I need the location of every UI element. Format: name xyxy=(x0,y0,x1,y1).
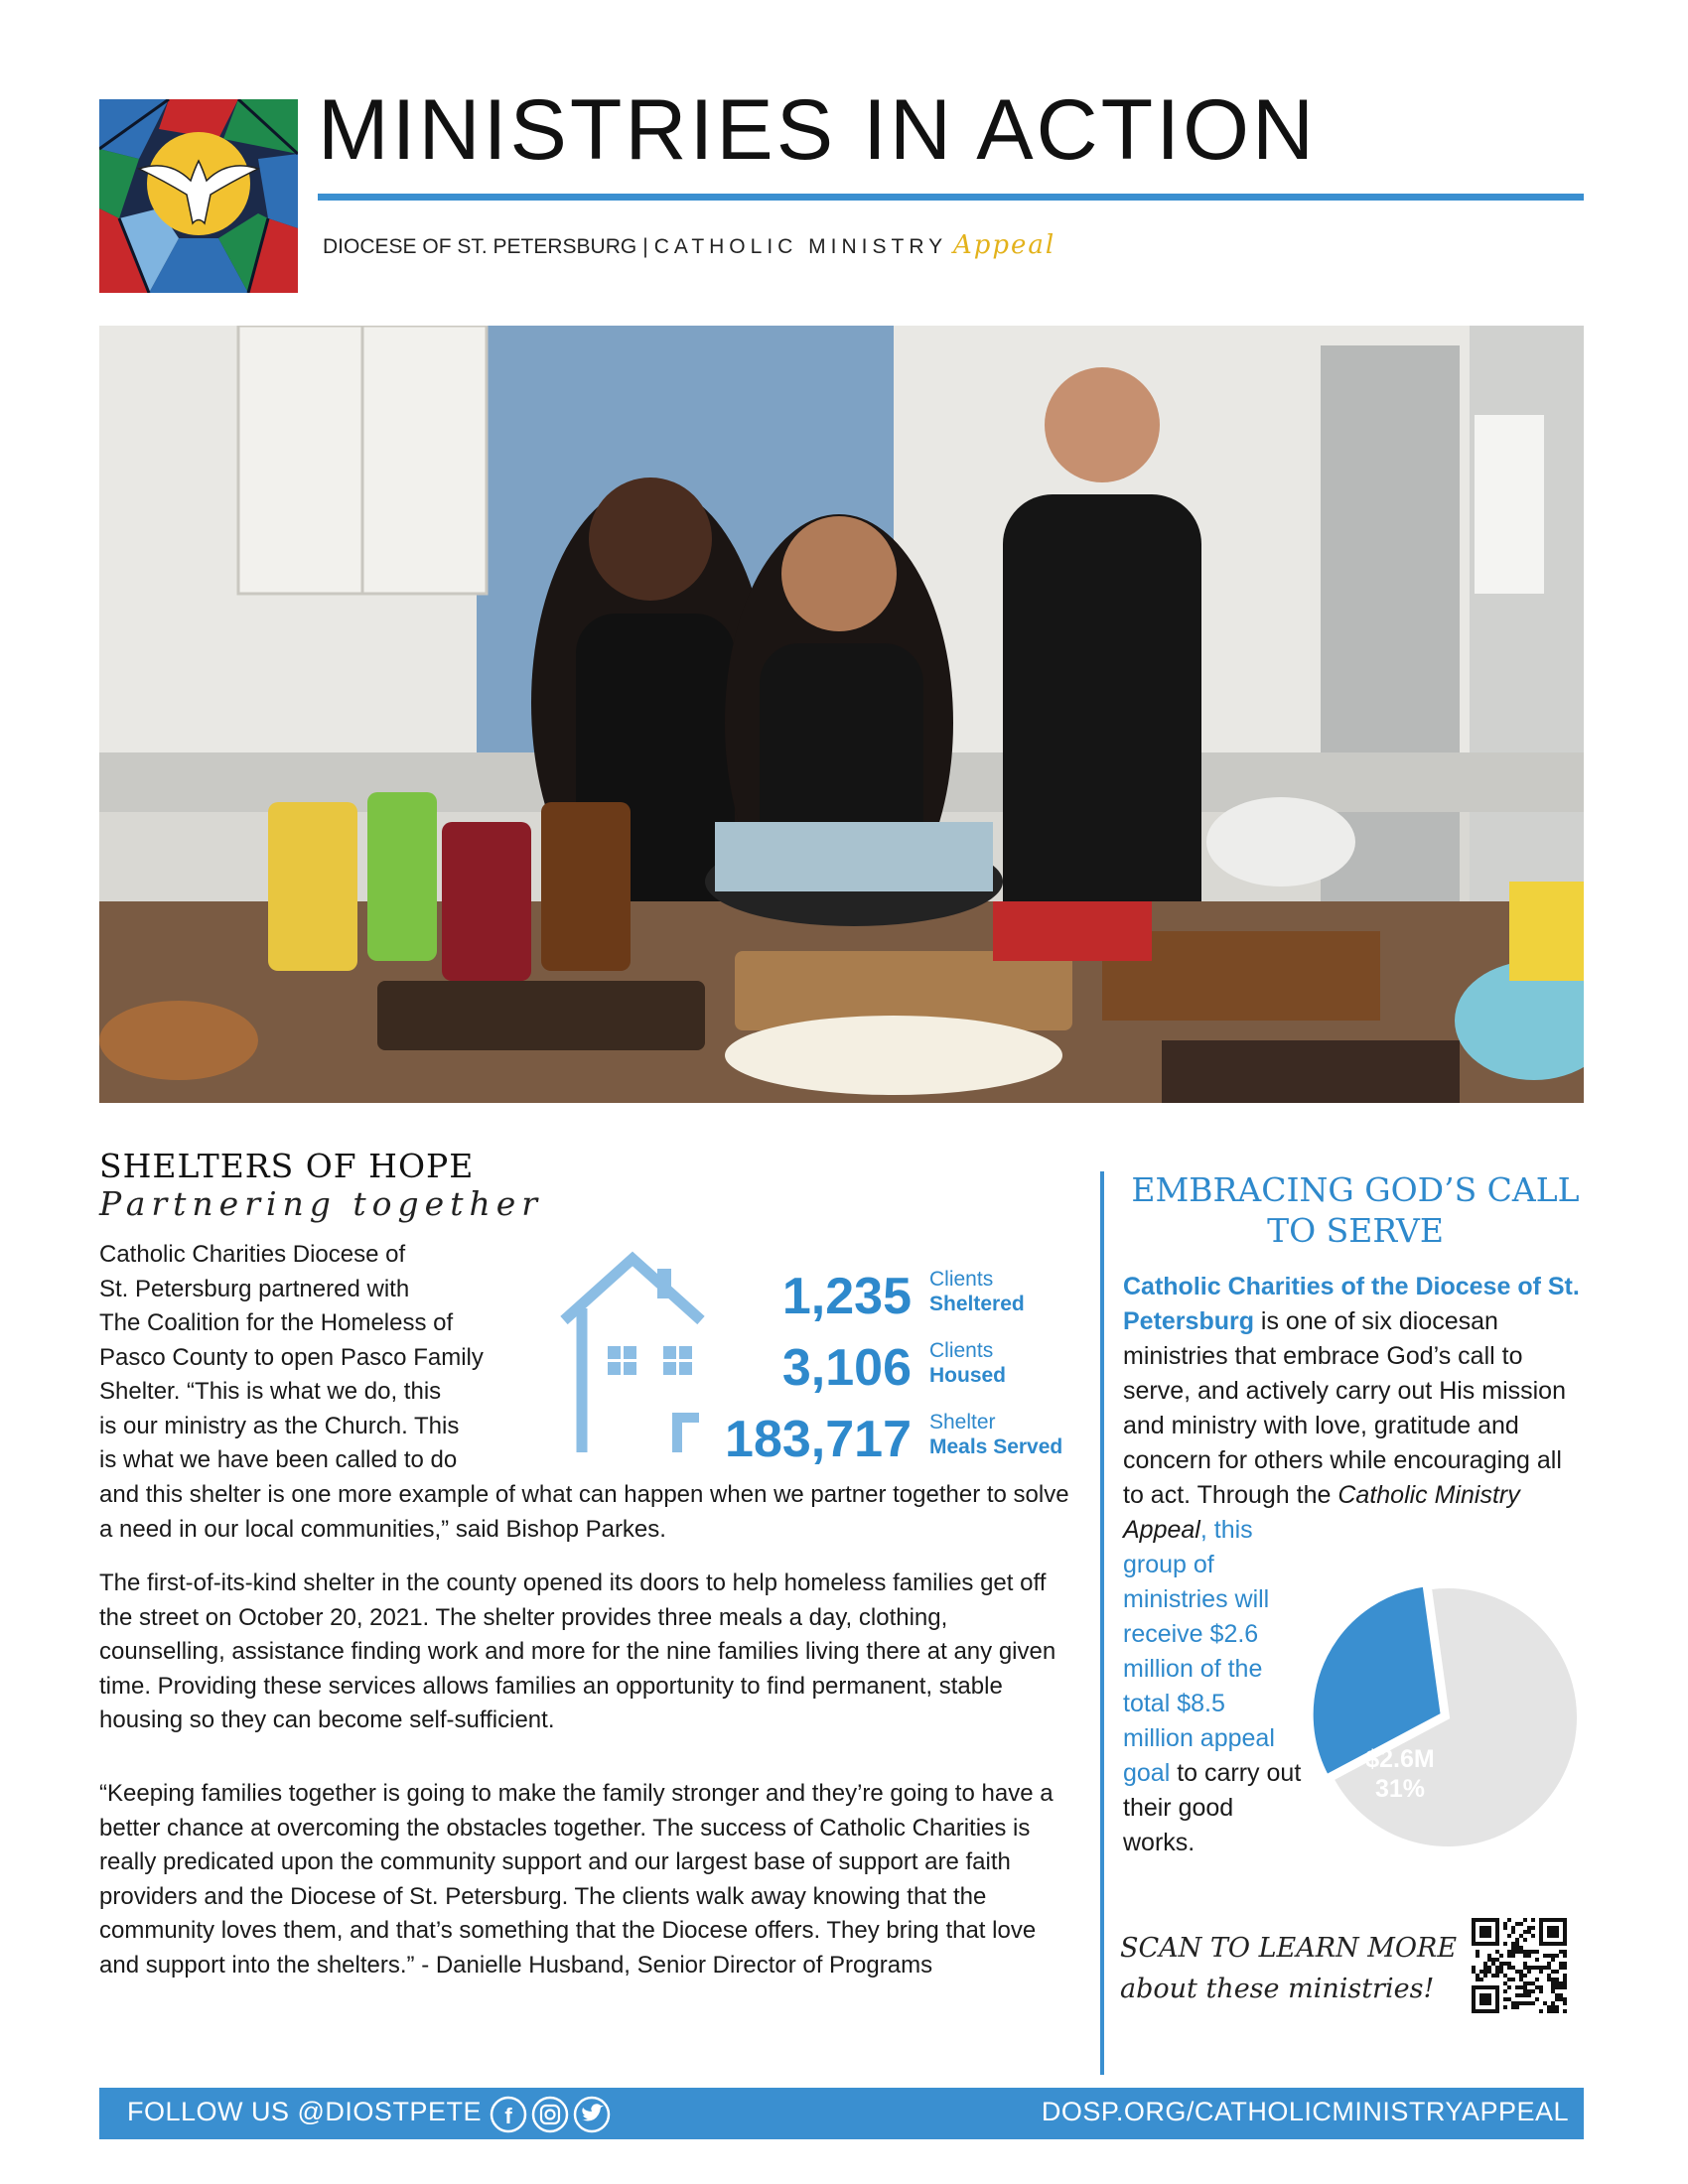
stat-label-line: Clients xyxy=(929,1268,994,1291)
stained-glass-dove-logo xyxy=(99,99,298,293)
scan-line: SCAN TO LEARN MORE xyxy=(1120,1933,1458,1964)
qr-code[interactable] xyxy=(1472,1918,1567,2018)
intro-line: Pasco County to open Pasco Family xyxy=(99,1343,484,1371)
title-rule xyxy=(318,194,1584,201)
header-subtitle xyxy=(323,230,1055,260)
stat-label-line: Shelter xyxy=(929,1411,996,1433)
intro-line: Catholic Charities Diocese of xyxy=(99,1241,406,1268)
sidebar-text: to carry out their good works. xyxy=(1123,1759,1302,1856)
intro-line: The Coalition for the Homeless of xyxy=(99,1309,454,1336)
facebook-icon[interactable] xyxy=(492,2098,525,2131)
catholic-ministry-label: CATHOLIC MINISTRY xyxy=(653,235,948,258)
diocese-name: DIOCESE OF ST. PETERSBURG xyxy=(323,235,637,258)
stat-sheltered-value: 1,235 xyxy=(781,1268,912,1325)
svg-text:f: f xyxy=(504,2104,512,2128)
appeal-pie-chart xyxy=(1309,1578,1587,1861)
subtitle-separator: | xyxy=(642,235,648,258)
stat-label-line-bold: Housed xyxy=(929,1364,1007,1387)
intro-line: is our ministry as the Church. This xyxy=(99,1412,460,1439)
instagram-icon[interactable] xyxy=(533,2098,567,2131)
column-divider xyxy=(1100,1171,1104,2075)
website-link[interactable]: DOSP.ORG/CATHOLICMINISTRYAPPEAL xyxy=(1041,2097,1569,2126)
page-title: MINISTRIES IN ACTION xyxy=(318,82,1318,178)
paragraph-two: The first-of-its-kind shelter in the county opened its doors to help homeless families get off the street on October 20, 2021. The shelter provides three meals a day, clothing, counselling, assistance finding work and more for the nine families living there at any given time. Providing these services allows families an opportunity to find permanent, stable housing so they can become self-sufficient. xyxy=(99,1570,1056,1733)
highlight-text: group of ministries will receive $2.6 million of the total $8.5 million appeal goal xyxy=(1123,1551,1275,1787)
volunteers-photo xyxy=(99,326,1584,1103)
sidebar-paragraph xyxy=(1123,1270,1585,1548)
follow-us-text: FOLLOW US @DIOSTPETE xyxy=(127,2097,482,2126)
intro-paragraph xyxy=(99,1238,556,1478)
stat-label-line: Clients xyxy=(929,1339,994,1362)
sidebar-text: is one of six diocesan ministries that embrace God’s call to serve, and actively carry out His mission and ministry with love, gratitude and concern for others while encouraging all to act. Through the xyxy=(1123,1307,1566,1509)
highlight-text: , this xyxy=(1199,1516,1253,1544)
org-name: Catholic Charities of the Diocese of St. Petersburg xyxy=(1123,1273,1580,1335)
intro-continuation: and this shelter is one more example of what can happen when we partner together to solve a need in our local communities,” said Bishop Parkes. xyxy=(99,1481,1069,1543)
stat-label-line-bold: Meals Served xyxy=(929,1435,1063,1458)
pie-label-amount: $2.6M xyxy=(1365,1745,1435,1773)
stat-sheltered-label xyxy=(929,1267,1025,1316)
appeal-script: Appeal xyxy=(952,230,1056,260)
sidebar-title: EMBRACING GOD’S CALL TO SERVE xyxy=(1131,1170,1580,1250)
pie-label-pct: 31% xyxy=(1374,1775,1426,1803)
quote-paragraph: “Keeping families together is going to make the family stronger and they’re going to have a better chance at overcoming the obstacles together. The success of Catholic Charities is really predicated upon the community support and our largest base of support are faith providers and the Diocese of St. Petersburg. The clients walk away knowing that the community loves them, and that’s something that the Diocese offers. They bring that love and support into the shelters.” - Danielle Husband, Senior Director of Programs xyxy=(99,1780,1054,1979)
section-subtitle: Partnering together xyxy=(99,1184,544,1223)
stat-housed-value: 3,106 xyxy=(781,1339,912,1397)
social-icons xyxy=(489,2093,618,2141)
intro-line: Shelter. “This is what we do, this xyxy=(99,1378,442,1405)
stat-housed-label xyxy=(929,1338,1006,1388)
appeal-italic: Catholic Ministry Appeal xyxy=(1123,1481,1520,1544)
scan-prompt xyxy=(1120,1928,1457,2009)
sidebar-paragraph-cont xyxy=(1123,1548,1302,1860)
stat-label-line-bold: Sheltered xyxy=(929,1293,1025,1315)
house-icon xyxy=(558,1249,707,1462)
scan-line: about these ministries! xyxy=(1120,1974,1435,2004)
intro-line: St. Petersburg partnered with xyxy=(99,1275,410,1302)
twitter-icon[interactable] xyxy=(575,2098,609,2131)
intro-line: is what we have been called to do xyxy=(99,1446,458,1473)
section-title: SHELTERS OF HOPE xyxy=(99,1147,475,1185)
stat-meals-label xyxy=(929,1410,1062,1459)
stat-meals-value: 183,717 xyxy=(725,1411,912,1468)
